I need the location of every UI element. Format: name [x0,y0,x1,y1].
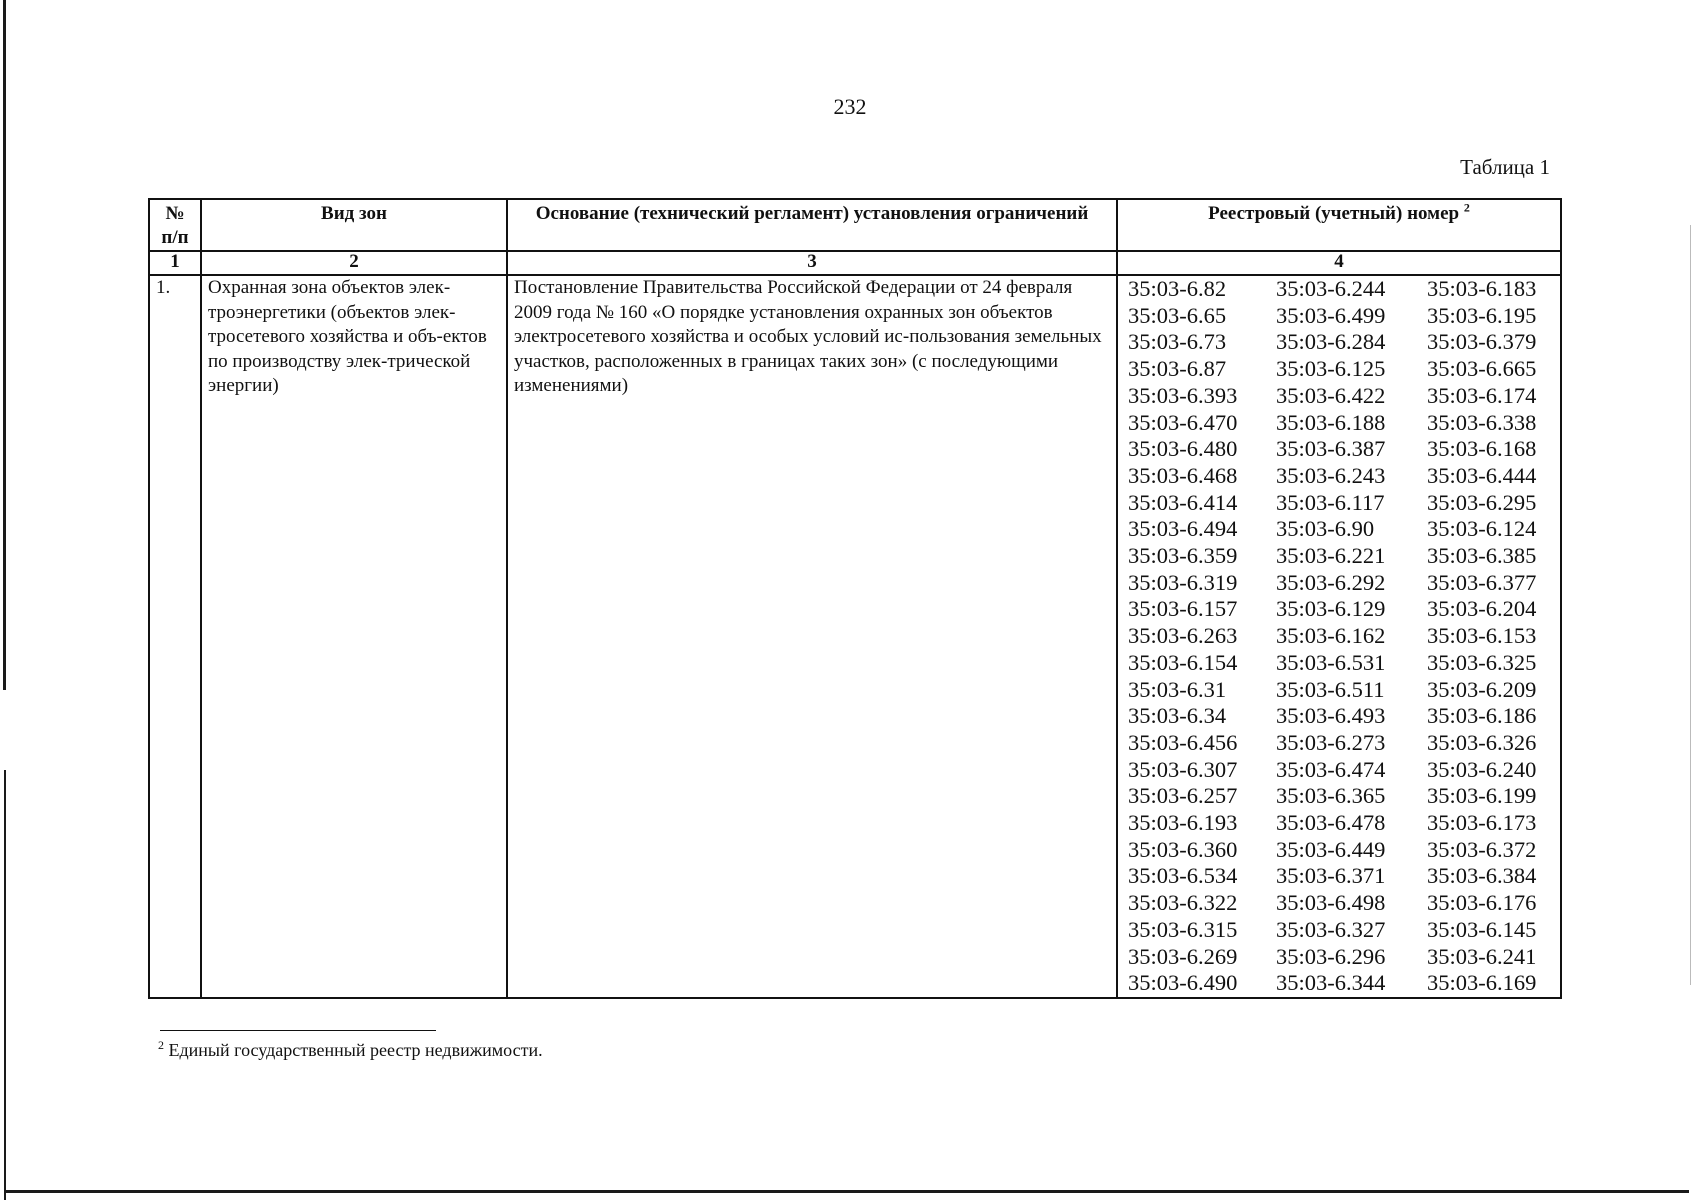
registry-number: 35:03-6.188 [1276,409,1386,435]
registry-number: 35:03-6.480 [1128,436,1238,462]
registry-number: 35:03-6.129 [1276,596,1386,622]
column-number-2: 2 [201,251,507,275]
column-number-row [149,251,1561,275]
registry-number: 35:03-6.173 [1427,810,1537,836]
registry-number: 35:03-6.257 [1128,783,1238,809]
registry-number: 35:03-6.393 [1128,382,1238,408]
registry-number: 35:03-6.73 [1128,329,1227,355]
footnote-mark: 2 [158,1038,164,1052]
registry-number: 35:03-6.284 [1276,329,1386,355]
registry-number: 35:03-6.204 [1427,596,1537,622]
registry-number: 35:03-6.273 [1276,729,1386,755]
registry-number: 35:03-6.183 [1427,276,1537,301]
registry-number: 35:03-6.385 [1427,543,1537,569]
registry-number: 35:03-6.414 [1128,489,1238,515]
registry-number: 35:03-6.221 [1276,543,1386,569]
registry-number: 35:03-6.243 [1276,462,1386,488]
registry-number: 35:03-6.468 [1128,462,1238,488]
registry-number: 35:03-6.82 [1128,276,1227,301]
registry-number: 35:03-6.193 [1128,810,1238,836]
column-number-3: 3 [507,251,1117,275]
registry-number: 35:03-6.377 [1427,569,1537,595]
registry-number: 35:03-6.322 [1128,890,1238,916]
registry-number: 35:03-6.359 [1128,543,1238,569]
registry-number: 35:03-6.157 [1128,596,1238,622]
registry-number: 35:03-6.344 [1276,970,1386,996]
registry-number: 35:03-6.534 [1128,863,1238,889]
registry-number: 35:03-6.174 [1427,382,1537,408]
registry-number: 35:03-6.241 [1427,943,1537,969]
registry-number: 35:03-6.145 [1427,916,1537,942]
zones-table [148,198,1562,999]
scan-edge-left-lower [4,770,6,1200]
registry-number: 35:03-6.65 [1128,302,1227,328]
registry-number: 35:03-6.296 [1276,943,1386,969]
registry-number: 35:03-6.307 [1128,756,1238,782]
registry-number: 35:03-6.34 [1128,703,1227,729]
registry-number: 35:03-6.360 [1128,836,1238,862]
registry-number: 35:03-6.162 [1276,623,1386,649]
row-basis: Постановление Правительства Российской Федерации от 24 февраля 2009 года № 160 «О порядке установления охранных зон объектов электросетевого хозяйства и особых условий ис-пользования земельных участков, расположенных в границах таких зон» (с последующими изменениями) [507,275,1117,998]
registry-number: 35:03-6.384 [1427,863,1537,889]
footnote-reference: 2 [1463,200,1470,215]
registry-number: 35:03-6.195 [1427,302,1537,328]
registry-number: 35:03-6.124 [1427,516,1537,542]
registry-number: 35:03-6.665 [1427,356,1537,382]
registry-number: 35:03-6.327 [1276,916,1386,942]
registry-number: 35:03-6.494 [1128,516,1238,542]
registry-number: 35:03-6.240 [1427,756,1537,782]
registry-number: 35:03-6.87 [1128,356,1227,382]
registry-number: 35:03-6.176 [1427,890,1537,916]
footnote [158,1040,543,1061]
header-registry [1117,199,1561,251]
registry-number: 35:03-6.315 [1128,916,1238,942]
registry-number: 35:03-6.169 [1427,970,1537,996]
registry-number: 35:03-6.244 [1276,276,1386,301]
registry-number: 35:03-6.153 [1427,623,1537,649]
header-row [149,199,1561,251]
page-number: 232 [833,94,867,119]
registry-number: 35:03-6.371 [1276,863,1386,889]
registry-number: 35:03-6.90 [1276,516,1375,542]
row-registry-numbers [1117,275,1561,998]
column-number-4: 4 [1117,251,1561,275]
registry-number: 35:03-6.292 [1276,569,1386,595]
registry-number: 35:03-6.379 [1427,329,1537,355]
registry-number: 35:03-6.422 [1276,382,1386,408]
registry-number: 35:03-6.490 [1128,970,1238,996]
scan-edge-bottom [4,1190,1689,1193]
registry-number: 35:03-6.269 [1128,943,1238,969]
header-number: № п/п [149,199,201,251]
registry-number: 35:03-6.456 [1128,729,1238,755]
registry-number: 35:03-6.326 [1427,729,1537,755]
registry-number: 35:03-6.31 [1128,676,1227,702]
registry-number: 35:03-6.493 [1276,703,1386,729]
registry-number: 35:03-6.498 [1276,890,1386,916]
registry-number: 35:03-6.531 [1276,649,1386,675]
row-zone-type: Охранная зона объектов элек-троэнергетики (объектов элек-тросетевого хозяйства и объ-ектов по производству элек-трической энергии) [201,275,507,998]
column-number-1: 1 [149,251,201,275]
registry-number: 35:03-6.387 [1276,436,1386,462]
registry-number: 35:03-6.338 [1427,409,1537,435]
registry-number: 35:03-6.186 [1427,703,1537,729]
scan-edge-right [1690,225,1691,985]
header-registry-label: Реестровый (учетный) номер [1208,203,1460,224]
registry-number: 35:03-6.478 [1276,810,1386,836]
registry-number: 35:03-6.295 [1427,489,1537,515]
registry-number: 35:03-6.449 [1276,836,1386,862]
footnote-divider [160,1030,436,1031]
table-row [149,275,1561,998]
footnote-text: Единый государственный реестр недвижимости. [168,1040,543,1060]
registry-number: 35:03-6.125 [1276,356,1386,382]
registry-number: 35:03-6.199 [1427,783,1537,809]
registry-number: 35:03-6.117 [1276,489,1385,515]
header-basis: Основание (технический регламент) установления ограничений [507,199,1117,251]
registry-number: 35:03-6.511 [1276,676,1385,702]
registry-number: 35:03-6.168 [1427,436,1537,462]
registry-number: 35:03-6.263 [1128,623,1238,649]
registry-number: 35:03-6.209 [1427,676,1537,702]
registry-number: 35:03-6.325 [1427,649,1537,675]
registry-number-grid [1128,276,1560,997]
header-zone-type: Вид зон [201,199,507,251]
registry-number: 35:03-6.372 [1427,836,1537,862]
registry-number: 35:03-6.319 [1128,569,1238,595]
table-caption: Таблица 1 [1460,155,1550,179]
registry-number: 35:03-6.499 [1276,302,1386,328]
registry-number: 35:03-6.470 [1128,409,1238,435]
registry-number: 35:03-6.365 [1276,783,1386,809]
registry-number: 35:03-6.474 [1276,756,1386,782]
row-number: 1. [149,275,201,998]
registry-number: 35:03-6.154 [1128,649,1238,675]
registry-number: 35:03-6.444 [1427,462,1537,488]
